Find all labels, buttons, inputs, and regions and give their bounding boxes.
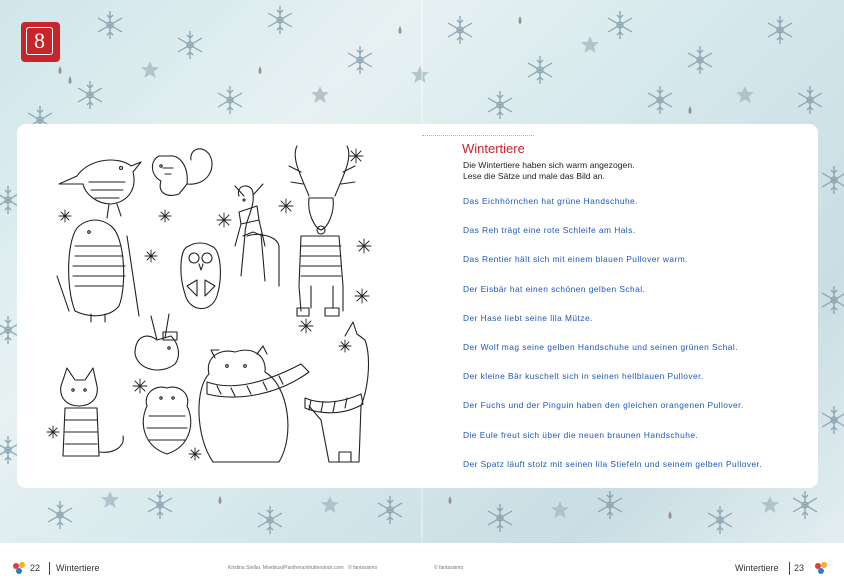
snowflake-doodles [47,149,371,460]
sentence-item: Der Wolf mag seine gelben Handschuhe und seinen grünen Schal. [463,341,738,352]
dotted-divider [422,135,534,136]
fantassimo-logo-icon [814,561,828,575]
squirrel-drawing [152,149,212,196]
sentence-item: Die Eule freut sich über die neuen braunen Handschuhe. [463,429,699,440]
penguin-drawing [57,220,139,322]
right-footer-separator [789,562,790,575]
small-bear-drawing [143,387,190,454]
sentence-item: Das Rentier hält sich mit einem blauen Pullover warm. [463,254,688,265]
deer-drawing [235,184,279,286]
fox-drawing [61,368,124,456]
right-page-number: 23 [794,563,805,573]
owl-drawing [181,243,220,309]
rabbit-drawing [135,314,178,370]
bird-drawing [59,160,141,218]
chapter-number: 8 [26,27,53,55]
left-page-number: 22 [30,563,41,573]
sentence-item: Der Hase liebt seine lila Mütze. [463,312,593,323]
copyright-left: © fantassimo [348,565,378,571]
sentence-item: Der Eisbär hat einen schönen gelben Schal. [463,283,646,294]
copyright-right: © fantassimo [434,565,464,571]
polar-bear-drawing [199,346,309,462]
page-footer [0,543,844,585]
image-credit: Kristina Stellar, Moebiusi/Panthera/shutterstock.com [228,565,344,571]
sentence-item: Der Spatz läuft stolz mit seinen lila Stiefeln und seinem gelben Pullover. [463,458,763,469]
instruction-line-1: Die Wintertiere haben sich warm angezogen. [463,160,635,170]
reindeer-drawing [289,146,355,316]
wolf-drawing [305,322,368,462]
sentence-item: Das Eichhörnchen hat grüne Handschuhe. [463,196,638,206]
sentence-item: Das Reh trägt eine rote Schleife am Hals. [463,225,636,236]
sentence-list [463,196,762,488]
fantassimo-logo-icon [12,561,26,575]
worksheet-card [17,124,818,488]
sentence-item: Der kleine Bär kuschelt sich in seinen hellblauen Pullover. [463,371,704,382]
sentence-item: Der Fuchs und der Pinguin haben den gleichen orangenen Pullover. [463,400,744,411]
worksheet-title: Wintertiere [462,141,525,156]
left-footer-label: Wintertiere [56,563,100,573]
instructions [463,160,635,182]
chapter-badge [21,22,60,62]
coloring-illustration [39,136,389,476]
right-footer-label: Wintertiere [735,563,779,573]
instruction-line-2: Lese die Sätze und male das Bild an. [463,171,605,181]
left-footer-separator [49,562,50,575]
